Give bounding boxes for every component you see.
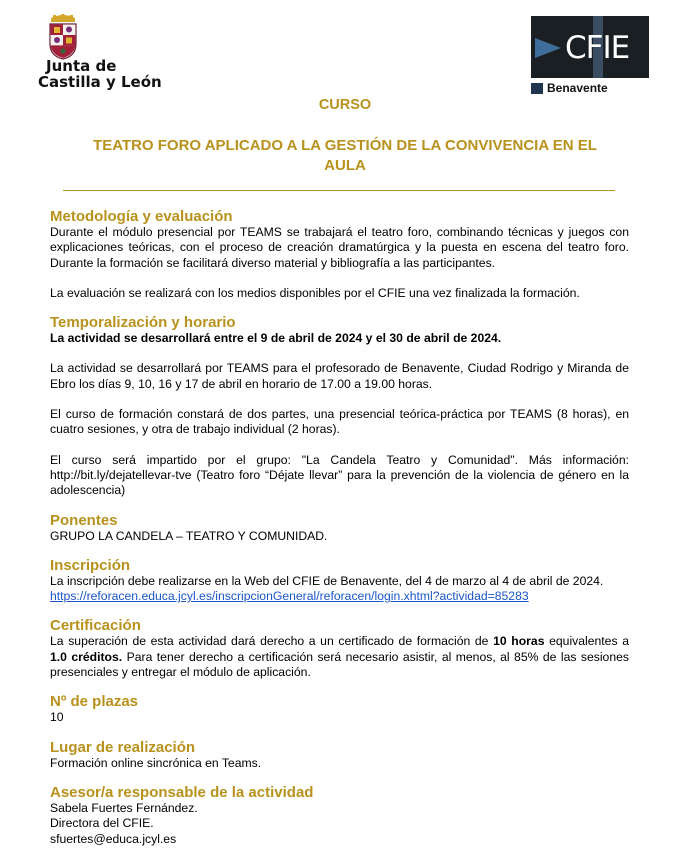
paragraph: La actividad se desarrollará por TEAMS para el profesorado de Benavente, Ciudad Rodrigo y Miranda de Ebro los días 9, 10, 16 y 17 de abril en horario de 17.00 a 19.00 horas.	[50, 361, 629, 391]
section-inscripcion	[50, 557, 629, 605]
section-lugar	[50, 739, 629, 771]
jcyl-wordmark	[38, 58, 162, 90]
advisor-role: Directora del CFIE.	[50, 816, 154, 831]
section-metodologia	[50, 208, 629, 301]
seats-value: 10	[50, 710, 64, 725]
section-heading: Nº de plazas	[50, 693, 139, 711]
text-run: equivalentes a	[544, 634, 629, 649]
paragraph	[50, 634, 629, 680]
section-plazas	[50, 693, 629, 725]
section-asesor	[50, 784, 629, 847]
cfie-subtitle	[531, 81, 649, 95]
section-heading: Inscripción	[50, 556, 131, 574]
cfie-logo	[531, 16, 649, 96]
title-divider	[63, 190, 615, 191]
coat-of-arms-icon	[48, 14, 78, 60]
paragraph-dates: La actividad se desarrollará entre el 9 de abril de 2024 y el 30 de abril de 2024.	[50, 331, 502, 346]
section-heading: Certificación	[50, 617, 141, 635]
registration-link[interactable]: https://reforacen.educa.jcyl.es/inscripcionGeneral/reforacen/login.xhtml?actividad=85283	[50, 589, 529, 604]
jcyl-line1: Junta de	[46, 57, 117, 75]
advisor-email: sfuertes@educa.jcyl.es	[50, 831, 177, 846]
section-certificacion	[50, 617, 629, 680]
square-icon	[531, 83, 543, 94]
paragraph: Durante el módulo presencial por TEAMS se trabajará el teatro foro, combinando técnicas y juegos con explicaciones teóricas, con el proceso de creación dramatúrgica y la puesta en escena del teatro foro. Durante la formación se facilitará diverso material y bibliografía a las participantes.	[50, 225, 629, 270]
cfie-mark	[531, 16, 649, 78]
section-temporalizacion	[50, 314, 629, 498]
jcyl-line2: Castilla y León	[38, 73, 162, 91]
text-run: Para tener derecho a certificación será necesario asistir, al menos, al 85% de las sesiones presenciales y entregar el módulo de aplicación.	[50, 649, 629, 680]
document-kicker: CURSO	[318, 97, 372, 113]
paragraph: GRUPO LA CANDELA – TEATRO Y COMUNIDAD.	[50, 528, 328, 543]
section-heading: Asesor/a responsable de la actividad	[50, 783, 314, 801]
advisor-name: Sabela Fuertes Fernández.	[50, 800, 198, 815]
paragraph: La evaluación se realizará con los medios disponibles por el CFIE una vez finalizada la formación.	[50, 285, 580, 300]
section-heading: Lugar de realización	[50, 738, 196, 756]
paragraph: El curso será impartido por el grupo: "La Candela Teatro y Comunidad". Más información: http://bit.ly/dejatellevar-tve (Teatro foro “Déjate llevar” para la prevención de la violencia de género en la adolescencia)	[50, 452, 629, 498]
paragraph: El curso de formación constará de dos partes, una presencial teórica-práctica por TEAMS (8 horas), en cuatro sesiones, y otra de trabajo individual (2 horas).	[50, 407, 629, 437]
cfie-mark-text: CFIE	[565, 30, 630, 66]
section-heading: Temporalización y horario	[50, 314, 236, 332]
document-body	[50, 208, 629, 847]
course-title: TEATRO FORO APLICADO A LA GESTIÓN DE LA CONVIVENCIA EN EL AULA	[93, 137, 597, 174]
section-heading: Metodología y evaluación	[50, 208, 233, 225]
hours-value: 10 horas	[493, 634, 545, 649]
text-run: La superación de esta actividad dará derecho a un certificado de formación de	[50, 634, 494, 649]
play-arrow-icon	[535, 38, 561, 58]
credits-value: 1.0 créditos.	[50, 649, 123, 664]
section-ponentes	[50, 512, 629, 544]
cfie-subtitle-text: Benavente	[547, 81, 608, 95]
jcyl-logo	[38, 14, 168, 92]
paragraph: Formación online sincrónica en Teams.	[50, 755, 262, 770]
paragraph: La inscripción debe realizarse en la Web del CFIE de Benavente, del 4 de marzo al 4 de abril de 2024.	[50, 573, 604, 588]
section-heading: Ponentes	[50, 511, 118, 529]
